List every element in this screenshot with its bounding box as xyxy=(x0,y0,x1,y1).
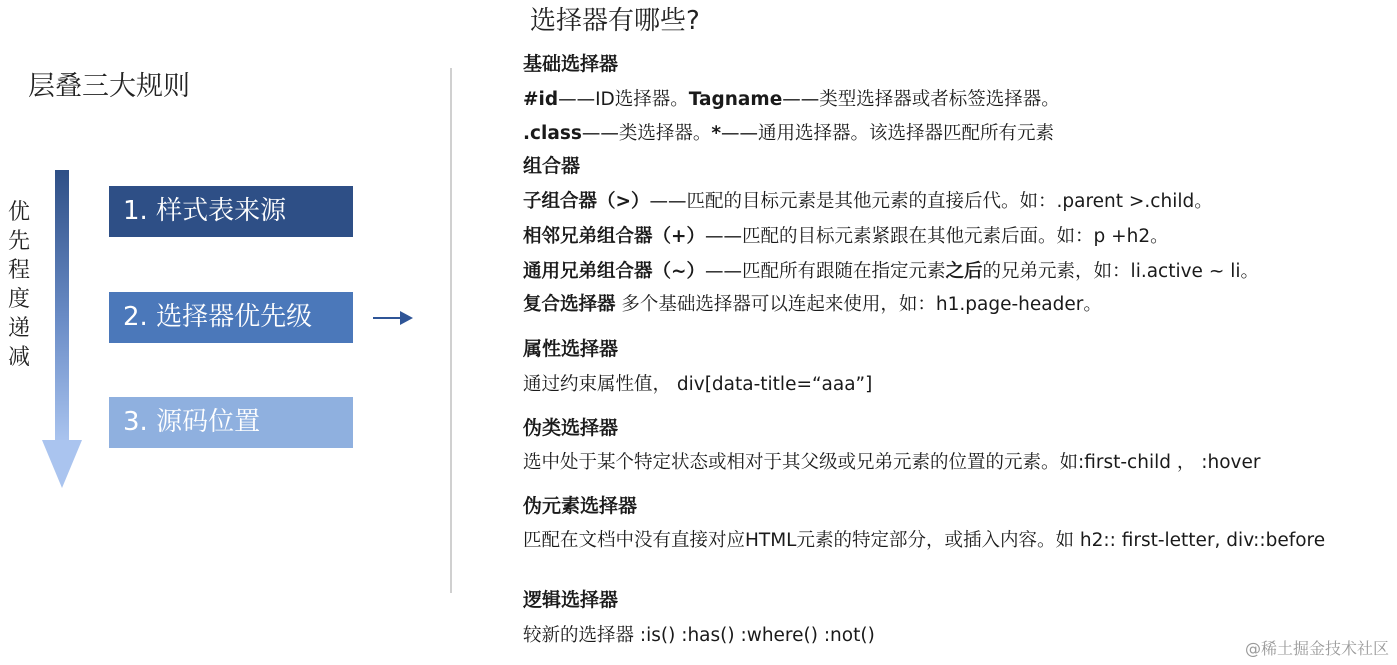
id-selector-term: #id xyxy=(523,89,559,110)
section-title: 层叠三大规则 xyxy=(28,71,190,102)
vertical-char: 先 xyxy=(7,229,30,254)
step-stylesheet-origin: 1. 样式表来源 xyxy=(109,186,353,237)
compound-selector-line xyxy=(523,290,1102,316)
general-sibling-desc-2: 的兄弟元素，如：li.active ~ li。 xyxy=(982,261,1259,282)
vertical-char: 递 xyxy=(7,316,30,341)
down-arrow-icon xyxy=(42,440,82,488)
vertical-divider xyxy=(450,68,452,593)
attribute-selectors-desc: 通过约束属性值， div[data-title=“aaa”] xyxy=(523,374,873,395)
tagname-term: Tagname xyxy=(688,89,783,110)
pseudo-element-desc: 匹配在文档中没有直接对应HTML元素的特定部分，或插入内容。如 h2:: first-letter, div::before xyxy=(523,530,1326,551)
general-sibling-emphasis: 之后 xyxy=(945,261,983,282)
right-arrow-icon xyxy=(400,311,413,325)
adjacent-combinator-desc: ——匹配的目标元素紧跟在其他元素后面。如：p +h2。 xyxy=(705,226,1169,247)
vertical-char: 度 xyxy=(7,287,30,312)
logical-selectors-desc: 较新的选择器 :is() :has() :where() :not() xyxy=(523,625,875,646)
priority-decreasing-label xyxy=(4,198,34,372)
compound-selector-desc: 多个基础选择器可以连起来使用，如：h1.page-header。 xyxy=(615,294,1102,315)
child-combinator-line xyxy=(523,187,1213,213)
watermark: @稀土掘金技术社区 xyxy=(1244,639,1389,658)
general-sibling-combinator-line xyxy=(523,257,1259,283)
class-selector-desc: ——类选择器。 xyxy=(581,123,712,144)
right-arrow-shaft xyxy=(373,317,403,319)
combinators-heading: 组合器 xyxy=(523,155,581,177)
pseudo-class-desc: 选中处于某个特定状态或相对于其父级或兄弟元素的位置的元素。如:first-child ， :hover xyxy=(523,452,1261,473)
down-arrow-shaft xyxy=(55,170,69,442)
id-selector-desc: ——ID选择器。 xyxy=(558,89,689,110)
basic-selectors-line-1 xyxy=(523,85,1060,111)
general-sibling-desc-1: ——匹配所有跟随在指定元素 xyxy=(705,261,946,282)
child-combinator-term: 子组合器（>） xyxy=(523,191,650,212)
step-selector-specificity: 2. 选择器优先级 xyxy=(109,292,353,343)
tagname-desc: ——类型选择器或者标签选择器。 xyxy=(782,89,1060,110)
logical-selectors-heading: 逻辑选择器 xyxy=(523,589,619,611)
universal-selector-desc: ——通用选择器。该选择器匹配所有元素 xyxy=(721,123,1055,144)
vertical-char: 减 xyxy=(7,345,30,370)
general-sibling-term: 通用兄弟组合器（~） xyxy=(523,261,706,282)
adjacent-combinator-line xyxy=(523,222,1169,248)
adjacent-combinator-term: 相邻兄弟组合器（+） xyxy=(523,226,706,247)
step-source-order: 3. 源码位置 xyxy=(109,397,353,448)
basic-selectors-heading: 基础选择器 xyxy=(523,53,619,75)
vertical-char: 程 xyxy=(7,258,30,283)
universal-selector-term: * xyxy=(711,123,722,144)
attribute-selectors-heading: 属性选择器 xyxy=(523,338,619,360)
basic-selectors-line-2 xyxy=(523,119,1054,145)
child-combinator-desc: ——匹配的目标元素是其他元素的直接后代。如：.parent >.child。 xyxy=(649,191,1213,212)
compound-selector-term: 复合选择器 xyxy=(523,294,616,315)
page-title: 选择器有哪些? xyxy=(530,6,700,36)
vertical-char: 优 xyxy=(7,200,30,225)
pseudo-element-heading: 伪元素选择器 xyxy=(523,495,638,517)
pseudo-class-heading: 伪类选择器 xyxy=(523,417,619,439)
class-selector-term: .class xyxy=(523,123,582,144)
